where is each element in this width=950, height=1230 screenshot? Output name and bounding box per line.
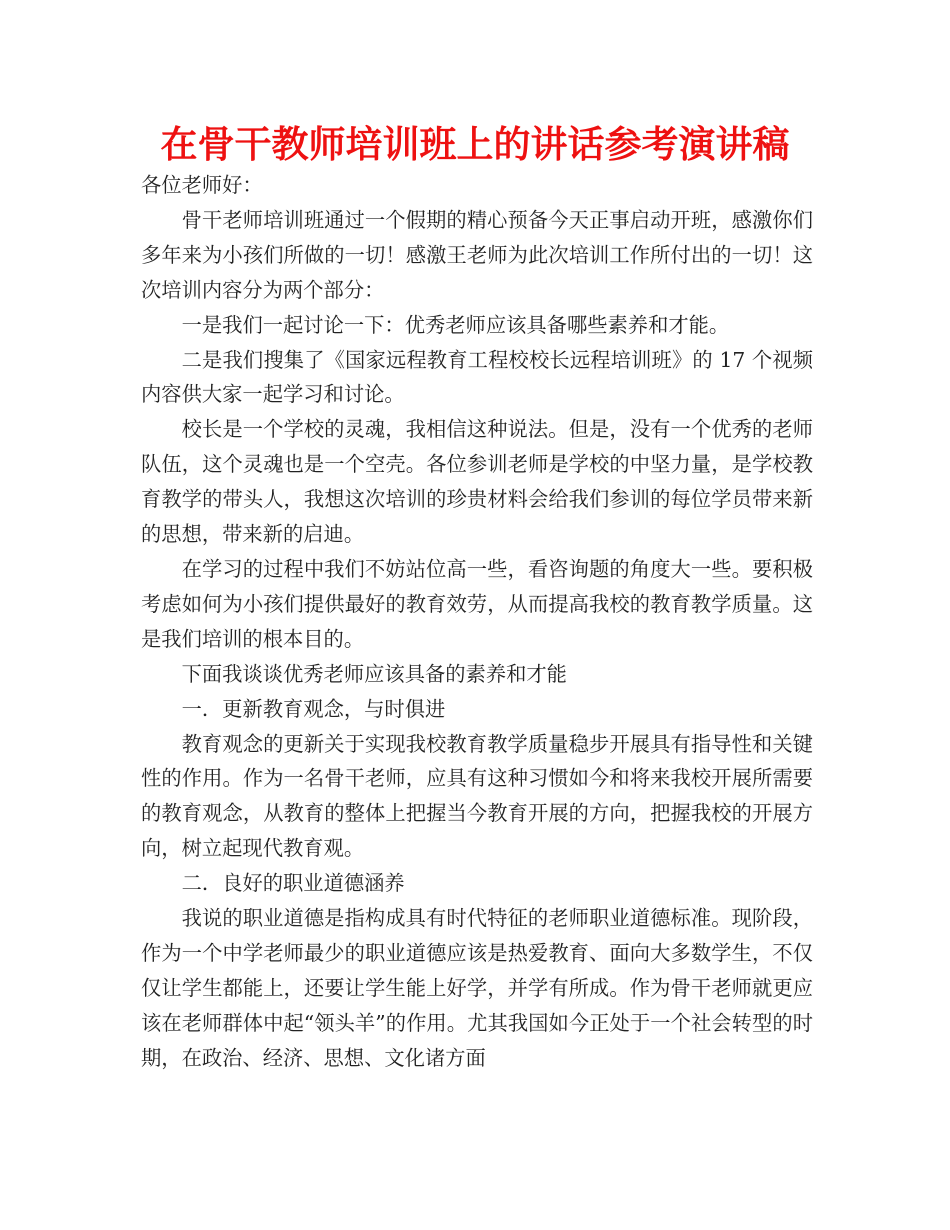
paragraph-intro-qualities: 下面我谈谈优秀老师应该具备的素养和才能 xyxy=(181,661,567,686)
document-body xyxy=(141,168,813,1076)
paragraph-professional-ethics: 我说的职业道德是指构成具有时代特征的老师职业道德标准。现阶段，作为一个中学老师最少的职业道德应该是热爱教育、面向大多数学生，不仅仅让学生都能上，还要让学生能上好学，并学有所成。作为骨干老师就更应该在老师群体中起“领头羊”的作用。尤其我国如今正处于一个社会转型的时期，在政治、经济、思想、文化诸方面 xyxy=(141,906,813,1070)
paragraph-learning: 在学习的过程中我们不妨站位高一些，看咨询题的角度大一些。要积极考虑如何为小孩们提供最好的教育效劳，从而提高我校的教育教学质量。这是我们培训的根本目的。 xyxy=(141,556,813,651)
paragraph-opening: 骨干老师培训班通过一个假期的精心预备今天正事启动开班，感激你们多年来为小孩们所做的一切！感激王老师为此次培训工作所付出的一切！这次培训内容分为两个部分： xyxy=(141,207,813,302)
paragraph-part-one: 一是我们一起讨论一下：优秀老师应该具备哪些素养和才能。 xyxy=(181,312,730,337)
paragraph-principal: 校长是一个学校的灵魂，我相信这种说法。但是，没有一个优秀的老师队伍，这个灵魂也是一个空壳。各位参训老师是学校的中坚力量，是学校教育教学的带头人，我想这次培训的珍贵材料会给我们参训的每位学员带来新的思想，带来新的启迪。 xyxy=(141,417,813,547)
section-heading-two: 二．良好的职业道德涵养 xyxy=(181,871,405,896)
salutation: 各位老师好： xyxy=(141,173,263,197)
paragraph-education-concept: 教育观念的更新关于实现我校教育教学质量稳步开展具有指导性和关键性的作用。作为一名骨干老师，应具有这种习惯如今和将来我校开展所需要的教育观念，从教育的整体上把握当今教育开展的方向，把握我校的开展方向，树立起现代教育观。 xyxy=(141,731,813,861)
paragraph-part-two: 二是我们搜集了《国家远程教育工程校校长远程培训班》的 17 个视频内容供大家一起学习和讨论。 xyxy=(141,347,813,407)
section-heading-one: 一．更新教育观念，与时俱进 xyxy=(181,696,446,721)
document-title: 在骨干教师培训班上的讲话参考演讲稿 xyxy=(160,123,790,166)
